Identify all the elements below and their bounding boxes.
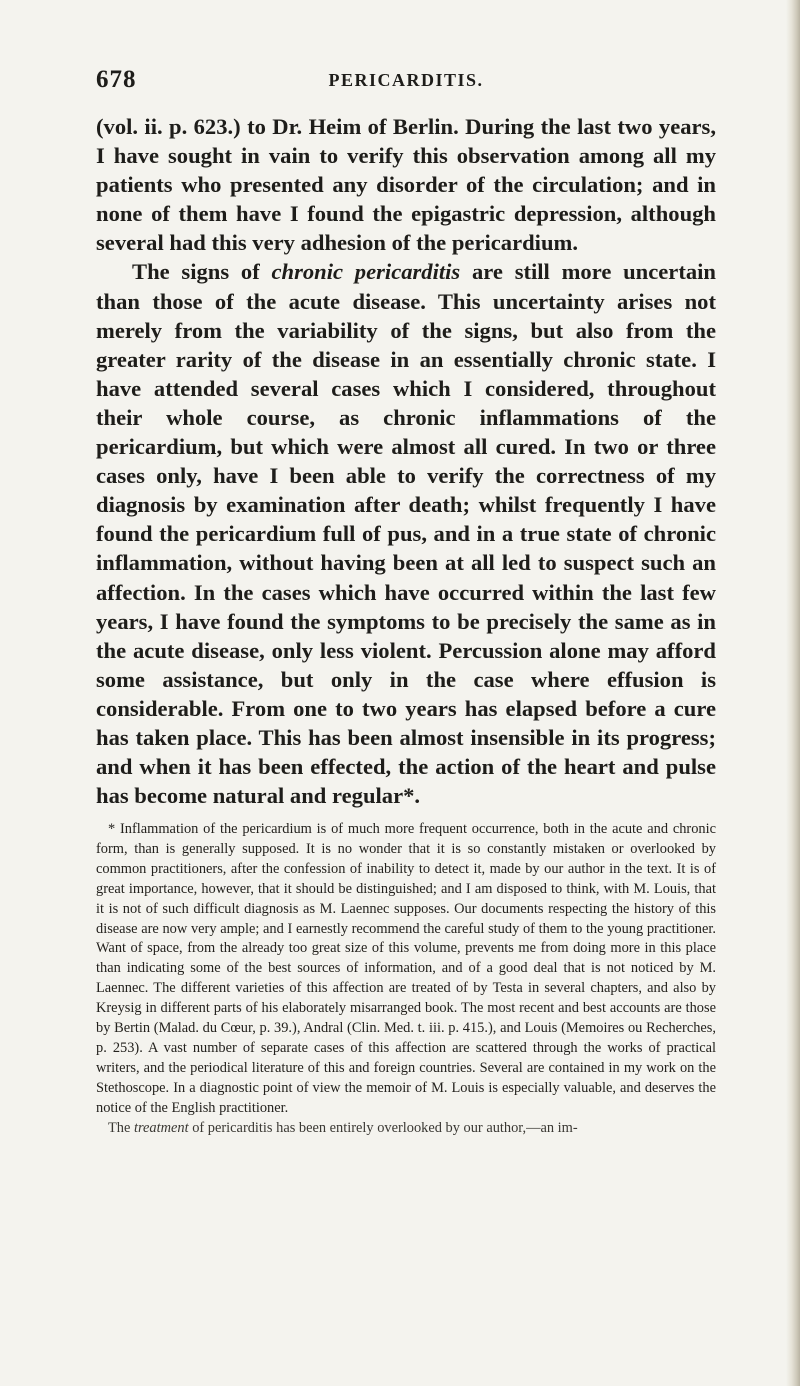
footnote-text: * Inflammation of the pericardium is of much more frequent occurrence, both in the acute and chronic form, than is generally supposed. It is no wonder that it is so constantly mistaken or overlooked by common practitioners, after the confession of inability to detect it, made by our author in the text. It is of great importance, however, that it should be distinguished; and I am disposed to think, with M. Louis, that it is not of such difficult diagnosis as M. Laennec supposes. Our documents respecting the history of this disease are now very ample; and I earnestly recommend the careful study of them to the young practitioner. Want of space, from the already too great size of this volume, prevents me from doing more in this place than indicating some of the best sources of information, and of a good deal that is not noticed by M. Laennec. The different varieties of this affection are treated of by Testa in several chapters, and also by Kreysig in different parts of his elaborately misarranged book. The most recent and best accounts are those by Bertin (Malad. du Cœur, p. 39.), Andral (Clin. Med. t. iii. p. 415.), and Louis (Memoires ou Recherches, p. 253). A vast number of separate cases of this affection are scattered through the works of practical writers, and the periodical literature of this and foreign countries. Several are contained in my work on the Stethoscope. In a diagnostic point of view the memoir of M. Louis is especially valuable, and deserves the notice of the English practitioner. — [96, 821, 716, 1116]
paragraph-2 — [96, 257, 716, 810]
paragraph-1: (vol. ii. p. 623.) to Dr. Heim of Berlin. During the last two years, I have sought in vain to verify this observation among all my patients who presented any disorder of the circulation; and in none of them have I found the epigastric depression, although several had this very adhesion of the pericardium. — [96, 114, 716, 256]
running-head: PERICARDITIS. — [328, 70, 484, 90]
page-edge-shadow — [786, 0, 800, 1386]
page-header — [96, 66, 716, 96]
emphasis-treatment: treatment — [133, 1119, 189, 1136]
paragraph-2-lead: The signs of — [132, 259, 272, 285]
footnote-continuation — [96, 1119, 716, 1139]
emphasis-chronic-pericarditis: chronic pericarditis — [271, 259, 461, 285]
main-text — [96, 112, 716, 810]
page-number: 678 — [96, 66, 137, 93]
footnote-continuation-rest: of pericarditis has been entirely overlooked by our author,—an im- — [188, 1119, 578, 1136]
paragraph-2-rest: are still more uncertain than those of the acute disease. This uncertainty arises not merely from the variability of the signs, but also from the greater rarity of the disease in an essentially chronic state. I have attended several cases which I considered, throughout their whole course, as chronic inflammations of the pericardium, but which were almost all cured. In two or three cases only, have I been able to verify the correctness of my diagnosis by examination after death; whilst frequently I have found the pericardium full of pus, and in a true state of chronic inflammation, without having been at all led to suspect such an affection. In the cases which have occurred within the last few years, I have found the symptoms to be precisely the same as in the acute disease, only less violent. Percussion alone may afford some assistance, but only in the case where effusion is considerable. From one to two years has elapsed before a cure has taken place. This has been almost insensible in its progress; and when it has been effected, the action of the heart and pulse has become natural and regular*. — [96, 259, 716, 809]
footnote-block — [96, 820, 716, 1139]
footnote-continuation-lead: The — [108, 1119, 134, 1136]
